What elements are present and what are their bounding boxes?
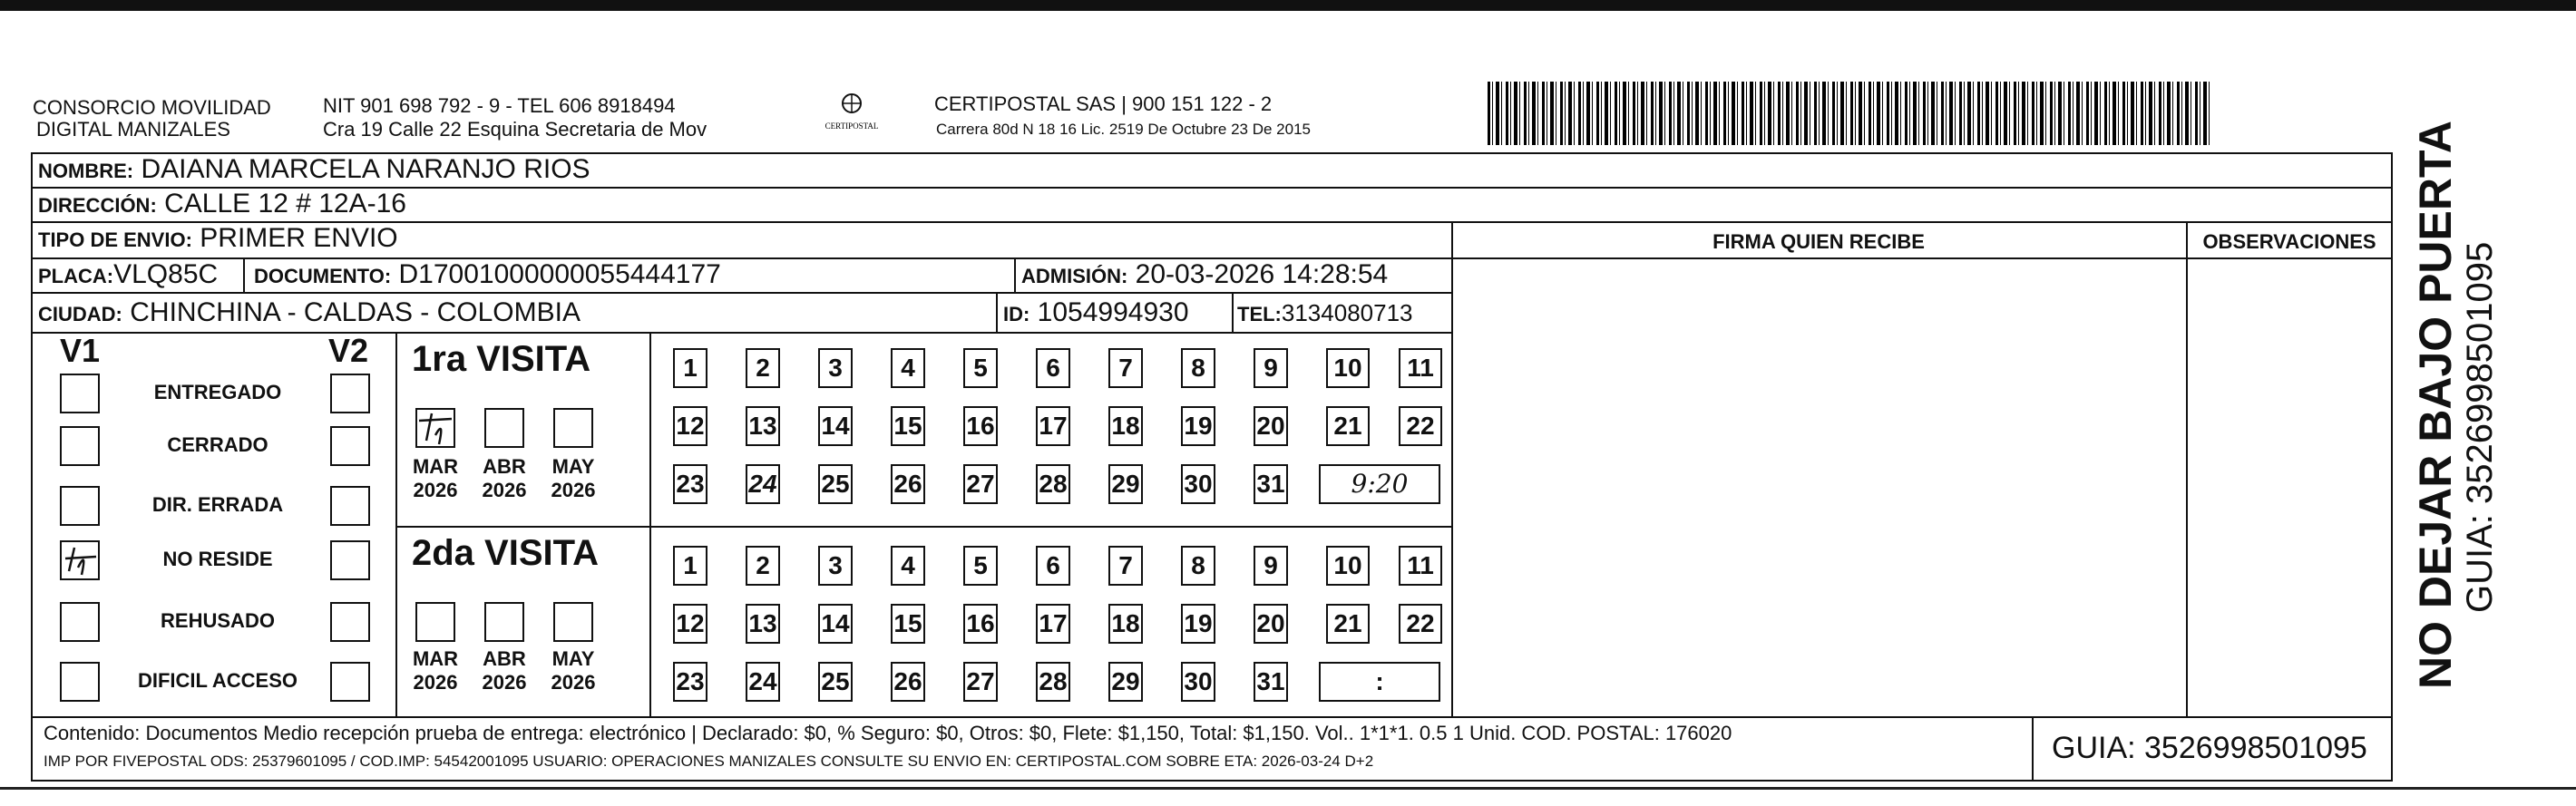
nombre-label: NOMBRE:	[38, 160, 134, 182]
month-name: MAY	[551, 647, 595, 670]
admision-label: ADMISIÓN:	[1021, 265, 1128, 287]
certipostal-logo	[820, 89, 883, 143]
day-box[interactable]: 31	[1254, 464, 1288, 504]
visit-time-box[interactable]: 9:20	[1319, 464, 1440, 504]
day-box[interactable]: 26	[891, 464, 925, 504]
v2-checkbox[interactable]	[330, 374, 370, 413]
month-name: MAR	[412, 647, 459, 670]
day-box[interactable]: 16	[963, 604, 998, 644]
tel-value: 3134080713	[1281, 299, 1413, 326]
month-label	[548, 647, 599, 694]
v1-checkbox[interactable]	[60, 374, 100, 413]
status-option-label: NO RESIDE	[162, 548, 273, 570]
firma-header-divider	[1451, 257, 2186, 259]
day-box[interactable]: 18	[1108, 604, 1143, 644]
footer-guia: GUIA: 3526998501095	[2052, 731, 2367, 765]
obs-header-divider	[2186, 257, 2393, 259]
id-divider	[996, 292, 998, 332]
day-box[interactable]: 30	[1181, 662, 1215, 702]
handwritten-mark-icon	[415, 408, 461, 448]
v1-checkbox[interactable]	[60, 426, 100, 466]
v1-checkbox[interactable]	[60, 602, 100, 642]
month-year: 2026	[413, 671, 458, 694]
day-box[interactable]: 29	[1108, 662, 1143, 702]
placa-divider	[243, 257, 245, 292]
row-divider	[31, 332, 1451, 334]
day-box[interactable]: 21	[1326, 604, 1370, 644]
tel-label: TEL:	[1237, 303, 1282, 325]
day-box[interactable]: 7	[1108, 348, 1143, 388]
tel-row	[1237, 299, 1413, 327]
side-warning: NO DEJAR BAJO PUERTA	[2410, 121, 2461, 689]
day-box[interactable]: 27	[963, 464, 998, 504]
day-box[interactable]: 22	[1399, 406, 1442, 446]
month-checkbox[interactable]	[415, 408, 455, 448]
day-box[interactable]: 21	[1326, 406, 1370, 446]
v1-label: V1	[60, 332, 101, 369]
row-divider	[31, 292, 1451, 294]
month-checkbox[interactable]	[553, 602, 593, 642]
day-box[interactable]: 9	[1254, 348, 1288, 388]
day-box[interactable]: 15	[891, 406, 925, 446]
day-box[interactable]: 2	[746, 546, 780, 586]
v1-checkbox[interactable]	[60, 486, 100, 526]
month-year: 2026	[482, 479, 527, 501]
month-checkbox[interactable]	[553, 408, 593, 448]
footer-imp-line: IMP POR FIVEPOSTAL ODS: 25379601095 / COD.IMP: 54542001095 USUARIO: OPERACIONES MANIZALES CONSULTE SU ENVIO EN: CERTIPOSTAL.COM SOBRE ETA: 2026-03-24 D+2	[44, 753, 1374, 770]
day-box[interactable]: 10	[1326, 546, 1370, 586]
firma-divider	[1451, 221, 1453, 716]
day-box[interactable]: 7	[1108, 546, 1143, 586]
first-visit-label: 1ra VISITA	[412, 339, 591, 379]
ciudad-label: CIUDAD:	[38, 303, 122, 325]
day-box[interactable]: 11	[1399, 348, 1442, 388]
v2-checkbox[interactable]	[330, 540, 370, 580]
month-label	[479, 647, 530, 694]
month-label	[410, 455, 461, 502]
day-box[interactable]: 6	[1036, 546, 1070, 586]
day-box[interactable]: 11	[1399, 546, 1442, 586]
day-box[interactable]: 5	[963, 546, 998, 586]
v2-checkbox[interactable]	[330, 662, 370, 702]
day-box[interactable]: 28	[1036, 662, 1070, 702]
status-divider	[395, 332, 397, 716]
day-box[interactable]: 24	[746, 662, 780, 702]
handwritten-check-icon	[60, 540, 114, 580]
tel-divider	[1232, 292, 1234, 332]
v1-checkbox[interactable]	[60, 662, 100, 702]
day-box[interactable]: 13	[746, 604, 780, 644]
month-name: ABR	[483, 455, 526, 478]
month-checkbox[interactable]	[484, 408, 524, 448]
month-year: 2026	[413, 479, 458, 501]
firma-label: FIRMA QUIEN RECIBE	[1712, 230, 1925, 253]
month-label	[548, 455, 599, 502]
day-box[interactable]: 14	[818, 604, 853, 644]
day-box[interactable]: 17	[1036, 604, 1070, 644]
placa-label: PLACA:	[38, 265, 114, 287]
placa-row	[38, 259, 218, 290]
status-option-label: DIFICIL ACCESO	[137, 669, 298, 692]
v2-checkbox[interactable]	[330, 426, 370, 466]
month-year: 2026	[551, 671, 596, 694]
top-edge-bar	[0, 0, 2576, 11]
address-line: Cra 19 Calle 22 Esquina Secretaria de Mov	[323, 118, 707, 141]
day-box[interactable]: 4	[891, 348, 925, 388]
ciudad-value: CHINCHINA - CALDAS - COLOMBIA	[130, 297, 581, 327]
direccion-row	[38, 189, 406, 219]
month-name: ABR	[483, 647, 526, 670]
day-box[interactable]: 28	[1036, 464, 1070, 504]
visit-time-box[interactable]: :	[1319, 662, 1440, 702]
day-box[interactable]: 31	[1254, 662, 1288, 702]
nombre-row	[38, 154, 590, 185]
v2-label: V2	[328, 332, 369, 369]
tipo-value: PRIMER ENVIO	[200, 223, 398, 253]
day-box[interactable]: 25	[818, 464, 853, 504]
admision-divider	[1014, 257, 1016, 292]
month-label	[479, 455, 530, 502]
v1-checkbox[interactable]	[60, 540, 100, 580]
nombre-value: DAIANA MARCELA NARANJO RIOS	[141, 154, 590, 184]
day-box[interactable]: 27	[963, 662, 998, 702]
day-box[interactable]: 5	[963, 348, 998, 388]
months-divider	[649, 332, 651, 716]
documento-label: DOCUMENTO:	[254, 265, 392, 287]
company-address: Carrera 80d N 18 16 Lic. 2519 De Octubre 23 De 2015	[936, 121, 1311, 138]
ciudad-row	[38, 297, 581, 328]
day-box[interactable]: 8	[1181, 348, 1215, 388]
month-year: 2026	[551, 479, 596, 501]
id-row	[1003, 297, 1189, 328]
direccion-label: DIRECCIÓN:	[38, 194, 157, 217]
status-option-label: DIR. ERRADA	[151, 493, 284, 516]
status-option-label: CERRADO	[167, 433, 268, 456]
id-label: ID:	[1003, 303, 1030, 325]
direccion-value: CALLE 12 # 12A-16	[164, 189, 406, 218]
day-box[interactable]: 9	[1254, 546, 1288, 586]
day-box[interactable]: 1	[673, 348, 707, 388]
admision-row	[1021, 259, 1388, 290]
obs-divider	[2186, 221, 2188, 716]
documento-value: D17001000000055444177	[398, 259, 721, 289]
placa-value: VLQ85C	[113, 259, 219, 289]
v2-checkbox[interactable]	[330, 602, 370, 642]
svg-text:CERTIPOSTAL: CERTIPOSTAL	[825, 121, 879, 131]
month-label	[410, 647, 461, 694]
documento-row	[254, 259, 721, 290]
day-box[interactable]: 12	[673, 406, 707, 446]
day-box[interactable]: 8	[1181, 546, 1215, 586]
day-box[interactable]: 19	[1181, 406, 1215, 446]
month-year: 2026	[482, 671, 527, 694]
nit-line: NIT 901 698 792 - 9 - TEL 606 8918494	[323, 94, 676, 117]
footer-content-line: Contenido: Documentos Medio recepción prueba de entrega: electrónico | Declarado: $0, % Seguro: $0, Otros: $0, Flete: $1,150, Total: $1,150. Vol.. 1*1*1. 0.5 1 Unid. COD. POSTAL: 176020	[44, 722, 1732, 744]
day-box[interactable]: 14	[818, 406, 853, 446]
day-box[interactable]: 10	[1326, 348, 1370, 388]
visit-divider	[395, 526, 1451, 528]
day-box[interactable]: 24	[746, 464, 780, 504]
status-option-label: ENTREGADO	[153, 381, 282, 403]
v2-checkbox[interactable]	[330, 486, 370, 526]
day-box[interactable]: 22	[1399, 604, 1442, 644]
day-box[interactable]: 17	[1036, 406, 1070, 446]
side-guia: GUIA: 3526998501095	[2460, 241, 2500, 613]
day-box[interactable]: 6	[1036, 348, 1070, 388]
day-box[interactable]: 29	[1108, 464, 1143, 504]
day-box[interactable]: 19	[1181, 604, 1215, 644]
second-visit-label: 2da VISITA	[412, 533, 599, 573]
day-box[interactable]: 23	[673, 464, 707, 504]
footer-divider	[31, 716, 2393, 718]
day-box[interactable]: 18	[1108, 406, 1143, 446]
month-name: MAR	[412, 455, 459, 478]
month-checkbox[interactable]	[415, 602, 455, 642]
day-box[interactable]: 23	[673, 662, 707, 702]
consortium-name-line2: DIGITAL MANIZALES	[36, 118, 230, 141]
day-box[interactable]: 2	[746, 348, 780, 388]
day-box[interactable]: 20	[1254, 406, 1288, 446]
observaciones-label: OBSERVACIONES	[2202, 230, 2376, 253]
barcode	[1488, 82, 2213, 145]
day-box[interactable]: 12	[673, 604, 707, 644]
tipo-row	[38, 223, 398, 254]
day-box[interactable]: 4	[891, 546, 925, 586]
consortium-name-line1: CONSORCIO MOVILIDAD	[33, 96, 271, 119]
day-box[interactable]: 26	[891, 662, 925, 702]
status-option-label: REHUSADO	[161, 609, 275, 632]
id-value: 1054994930	[1037, 297, 1189, 327]
day-box[interactable]: 16	[963, 406, 998, 446]
company-line: CERTIPOSTAL SAS | 900 151 122 - 2	[934, 92, 1273, 115]
day-box[interactable]: 1	[673, 546, 707, 586]
admision-value: 20-03-2026 14:28:54	[1135, 259, 1389, 289]
day-box[interactable]: 3	[818, 348, 853, 388]
day-box[interactable]: 3	[818, 546, 853, 586]
day-box[interactable]: 30	[1181, 464, 1215, 504]
footer-guia-divider	[2032, 716, 2034, 782]
tipo-label: TIPO DE ENVIO:	[38, 228, 192, 251]
day-box[interactable]: 15	[891, 604, 925, 644]
day-box[interactable]: 25	[818, 662, 853, 702]
day-box[interactable]: 20	[1254, 604, 1288, 644]
month-checkbox[interactable]	[484, 602, 524, 642]
day-box[interactable]: 13	[746, 406, 780, 446]
month-name: MAY	[551, 455, 595, 478]
